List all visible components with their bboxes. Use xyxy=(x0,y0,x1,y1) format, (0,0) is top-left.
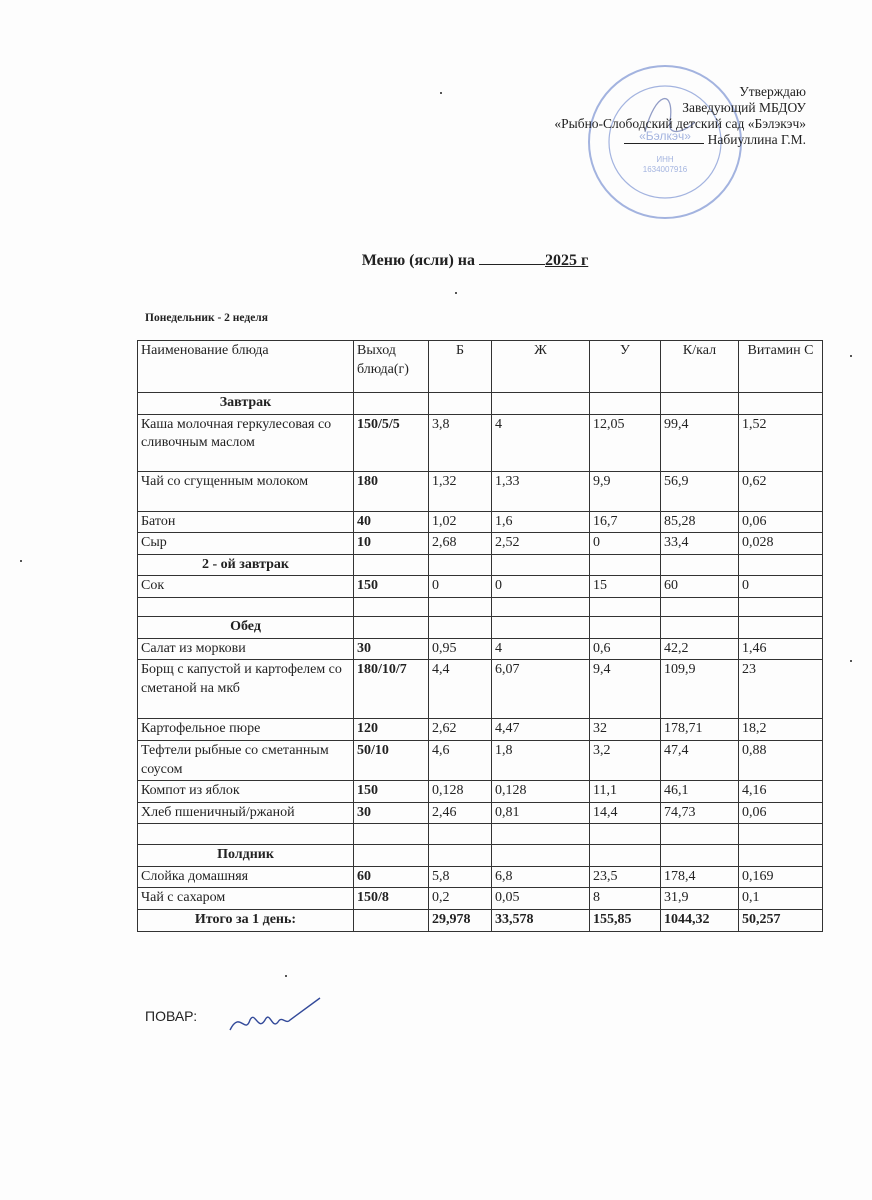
header-vitamin-c: Витамин С xyxy=(739,341,823,393)
header-dish-name: Наименование блюда xyxy=(138,341,354,393)
cell-carbs: 14,4 xyxy=(590,802,661,824)
cell-fat: 4 xyxy=(492,414,590,471)
table-row xyxy=(138,719,823,741)
cell-vitamin-c xyxy=(739,597,823,616)
cell-carbs: 155,85 xyxy=(590,909,661,931)
table-row xyxy=(138,888,823,910)
cell-protein: 29,978 xyxy=(429,909,492,931)
table-row xyxy=(138,576,823,598)
cell-portion: 30 xyxy=(354,802,429,824)
cell-protein xyxy=(429,554,492,576)
empty-row xyxy=(138,597,823,616)
svg-text:ИНН: ИНН xyxy=(656,155,674,164)
approval-heading: Утверждаю xyxy=(739,84,806,99)
cell-fat: 4 xyxy=(492,638,590,660)
cell-portion: 180/10/7 xyxy=(354,660,429,719)
cell-protein: 4,4 xyxy=(429,660,492,719)
cell-dish-name: Тефтели рыбные со сметанным соусом xyxy=(138,741,354,781)
cell-dish-name: Полдник xyxy=(138,845,354,867)
cell-portion: 150/8 xyxy=(354,888,429,910)
cell-fat: 6,8 xyxy=(492,866,590,888)
cell-kcal: 31,9 xyxy=(661,888,739,910)
cell-portion: 10 xyxy=(354,533,429,555)
title-prefix: Меню (ясли) на xyxy=(361,252,475,269)
cell-portion xyxy=(354,845,429,867)
menu-table xyxy=(137,340,823,932)
cell-fat: 0 xyxy=(492,576,590,598)
cell-protein: 4,6 xyxy=(429,741,492,781)
cell-carbs xyxy=(590,616,661,638)
cell-dish-name: Сыр xyxy=(138,533,354,555)
cell-fat: 33,578 xyxy=(492,909,590,931)
cell-protein: 0,95 xyxy=(429,638,492,660)
section-row xyxy=(138,845,823,867)
approval-organization: «Рыбно-Слободский детский сад «Бэлэкэч» xyxy=(554,116,806,131)
cell-protein xyxy=(429,845,492,867)
cell-dish-name: Компот из яблок xyxy=(138,781,354,803)
cell-carbs xyxy=(590,845,661,867)
cell-dish-name xyxy=(138,597,354,616)
cell-portion: 120 xyxy=(354,719,429,741)
empty-row xyxy=(138,824,823,845)
cell-carbs xyxy=(590,824,661,845)
cell-dish-name: Обед xyxy=(138,616,354,638)
cell-kcal: 178,71 xyxy=(661,719,739,741)
approval-name: Набиуллина Г.М. xyxy=(707,132,806,147)
cell-vitamin-c xyxy=(739,393,823,415)
cell-protein xyxy=(429,824,492,845)
cell-kcal: 1044,32 xyxy=(661,909,739,931)
cell-kcal: 178,4 xyxy=(661,866,739,888)
header-portion: Выход блюда(г) xyxy=(354,341,429,393)
section-row xyxy=(138,393,823,415)
cell-fat: 0,81 xyxy=(492,802,590,824)
cell-vitamin-c: 0,06 xyxy=(739,511,823,533)
cell-protein xyxy=(429,616,492,638)
cell-dish-name: Слойка домашняя xyxy=(138,866,354,888)
cell-vitamin-c xyxy=(739,554,823,576)
cell-vitamin-c: 18,2 xyxy=(739,719,823,741)
cell-kcal: 42,2 xyxy=(661,638,739,660)
cell-carbs: 0,6 xyxy=(590,638,661,660)
cell-carbs: 9,9 xyxy=(590,471,661,511)
cell-fat xyxy=(492,597,590,616)
cell-dish-name: Хлеб пшеничный/ржаной xyxy=(138,802,354,824)
cell-fat: 4,47 xyxy=(492,719,590,741)
cell-portion: 40 xyxy=(354,511,429,533)
table-row xyxy=(138,511,823,533)
cell-portion xyxy=(354,597,429,616)
section-row xyxy=(138,554,823,576)
cell-portion: 180 xyxy=(354,471,429,511)
cell-dish-name: Итого за 1 день: xyxy=(138,909,354,931)
cell-carbs: 9,4 xyxy=(590,660,661,719)
cell-portion: 150 xyxy=(354,781,429,803)
cell-kcal xyxy=(661,845,739,867)
cell-dish-name: Чай со сгущенным молоком xyxy=(138,471,354,511)
date-blank xyxy=(479,250,545,265)
cell-kcal xyxy=(661,616,739,638)
cell-fat: 0,05 xyxy=(492,888,590,910)
cell-carbs: 15 xyxy=(590,576,661,598)
cell-carbs: 0 xyxy=(590,533,661,555)
cell-portion: 60 xyxy=(354,866,429,888)
cell-protein xyxy=(429,597,492,616)
header-kcal: К/кал xyxy=(661,341,739,393)
cell-vitamin-c: 1,46 xyxy=(739,638,823,660)
section-row xyxy=(138,616,823,638)
cell-vitamin-c: 0,169 xyxy=(739,866,823,888)
cell-carbs: 16,7 xyxy=(590,511,661,533)
cell-carbs xyxy=(590,597,661,616)
cell-fat: 1,6 xyxy=(492,511,590,533)
cell-vitamin-c: 0 xyxy=(739,576,823,598)
cell-portion: 150 xyxy=(354,576,429,598)
cell-kcal: 56,9 xyxy=(661,471,739,511)
svg-text:1634007916: 1634007916 xyxy=(642,165,688,174)
cell-protein: 5,8 xyxy=(429,866,492,888)
cell-dish-name: Чай с сахаром xyxy=(138,888,354,910)
cell-kcal: 85,28 xyxy=(661,511,739,533)
cell-fat: 6,07 xyxy=(492,660,590,719)
cell-vitamin-c xyxy=(739,824,823,845)
cell-dish-name: 2 - ой завтрак xyxy=(138,554,354,576)
cell-vitamin-c: 23 xyxy=(739,660,823,719)
cell-carbs: 12,05 xyxy=(590,414,661,471)
cell-dish-name: Борщ с капустой и картофелем со сметаной на мкб xyxy=(138,660,354,719)
table-row xyxy=(138,866,823,888)
cell-protein: 2,68 xyxy=(429,533,492,555)
cell-protein: 3,8 xyxy=(429,414,492,471)
cell-kcal: 33,4 xyxy=(661,533,739,555)
table-row xyxy=(138,802,823,824)
cell-fat xyxy=(492,554,590,576)
table-row xyxy=(138,533,823,555)
cell-protein: 0,128 xyxy=(429,781,492,803)
cell-portion xyxy=(354,393,429,415)
cook-label: ПОВАР: xyxy=(145,1008,198,1024)
header-fat: Ж xyxy=(492,341,590,393)
table-row xyxy=(138,781,823,803)
cell-carbs: 23,5 xyxy=(590,866,661,888)
cell-fat: 1,33 xyxy=(492,471,590,511)
cell-vitamin-c: 0,06 xyxy=(739,802,823,824)
cell-vitamin-c: 0,1 xyxy=(739,888,823,910)
cell-portion xyxy=(354,554,429,576)
cell-vitamin-c xyxy=(739,845,823,867)
cell-fat: 2,52 xyxy=(492,533,590,555)
cell-fat: 1,8 xyxy=(492,741,590,781)
table-row xyxy=(138,471,823,511)
cell-kcal: 74,73 xyxy=(661,802,739,824)
cell-portion: 50/10 xyxy=(354,741,429,781)
cell-carbs: 3,2 xyxy=(590,741,661,781)
total-row xyxy=(138,909,823,931)
cell-fat: 0,128 xyxy=(492,781,590,803)
cell-fat xyxy=(492,845,590,867)
cell-vitamin-c xyxy=(739,616,823,638)
cell-dish-name xyxy=(138,824,354,845)
cell-portion xyxy=(354,909,429,931)
cell-vitamin-c: 0,88 xyxy=(739,741,823,781)
cell-protein: 2,46 xyxy=(429,802,492,824)
cell-carbs xyxy=(590,393,661,415)
cell-vitamin-c: 50,257 xyxy=(739,909,823,931)
page-title xyxy=(0,250,872,270)
cell-kcal xyxy=(661,554,739,576)
cell-portion: 150/5/5 xyxy=(354,414,429,471)
header-protein: Б xyxy=(429,341,492,393)
cell-kcal: 60 xyxy=(661,576,739,598)
cell-vitamin-c: 0,028 xyxy=(739,533,823,555)
cell-portion xyxy=(354,824,429,845)
day-subtitle: Понедельник - 2 неделя xyxy=(145,312,268,324)
cell-kcal: 47,4 xyxy=(661,741,739,781)
cell-kcal xyxy=(661,824,739,845)
cell-protein: 1,32 xyxy=(429,471,492,511)
table-row xyxy=(138,741,823,781)
cell-dish-name: Сок xyxy=(138,576,354,598)
cell-dish-name: Картофельное пюре xyxy=(138,719,354,741)
cell-kcal xyxy=(661,393,739,415)
cell-carbs: 11,1 xyxy=(590,781,661,803)
cell-protein: 1,02 xyxy=(429,511,492,533)
cell-fat xyxy=(492,616,590,638)
cell-dish-name: Салат из моркови xyxy=(138,638,354,660)
cell-carbs: 32 xyxy=(590,719,661,741)
approval-block xyxy=(554,84,806,148)
svg-text:«Бэлкэч»: «Бэлкэч» xyxy=(639,129,691,143)
cell-kcal xyxy=(661,597,739,616)
cell-vitamin-c: 4,16 xyxy=(739,781,823,803)
cell-kcal: 99,4 xyxy=(661,414,739,471)
cell-protein: 2,62 xyxy=(429,719,492,741)
cell-dish-name: Каша молочная геркулесовая со сливочным маслом xyxy=(138,414,354,471)
title-year: 2025 г xyxy=(545,252,589,269)
cell-carbs xyxy=(590,554,661,576)
cell-fat xyxy=(492,393,590,415)
cook-signature xyxy=(220,990,330,1040)
cell-protein: 0,2 xyxy=(429,888,492,910)
approval-signatory xyxy=(554,132,806,148)
cell-kcal: 46,1 xyxy=(661,781,739,803)
cell-protein: 0 xyxy=(429,576,492,598)
cell-protein xyxy=(429,393,492,415)
table-header-row xyxy=(138,341,823,393)
cell-portion xyxy=(354,616,429,638)
cell-vitamin-c: 1,52 xyxy=(739,414,823,471)
header-carbs: У xyxy=(590,341,661,393)
cell-portion: 30 xyxy=(354,638,429,660)
table-row xyxy=(138,638,823,660)
cell-vitamin-c: 0,62 xyxy=(739,471,823,511)
cell-dish-name: Завтрак xyxy=(138,393,354,415)
table-row xyxy=(138,660,823,719)
cell-kcal: 109,9 xyxy=(661,660,739,719)
table-row xyxy=(138,414,823,471)
approval-position: Заведующий МБДОУ xyxy=(682,100,806,115)
cell-fat xyxy=(492,824,590,845)
cell-dish-name: Батон xyxy=(138,511,354,533)
cell-carbs: 8 xyxy=(590,888,661,910)
